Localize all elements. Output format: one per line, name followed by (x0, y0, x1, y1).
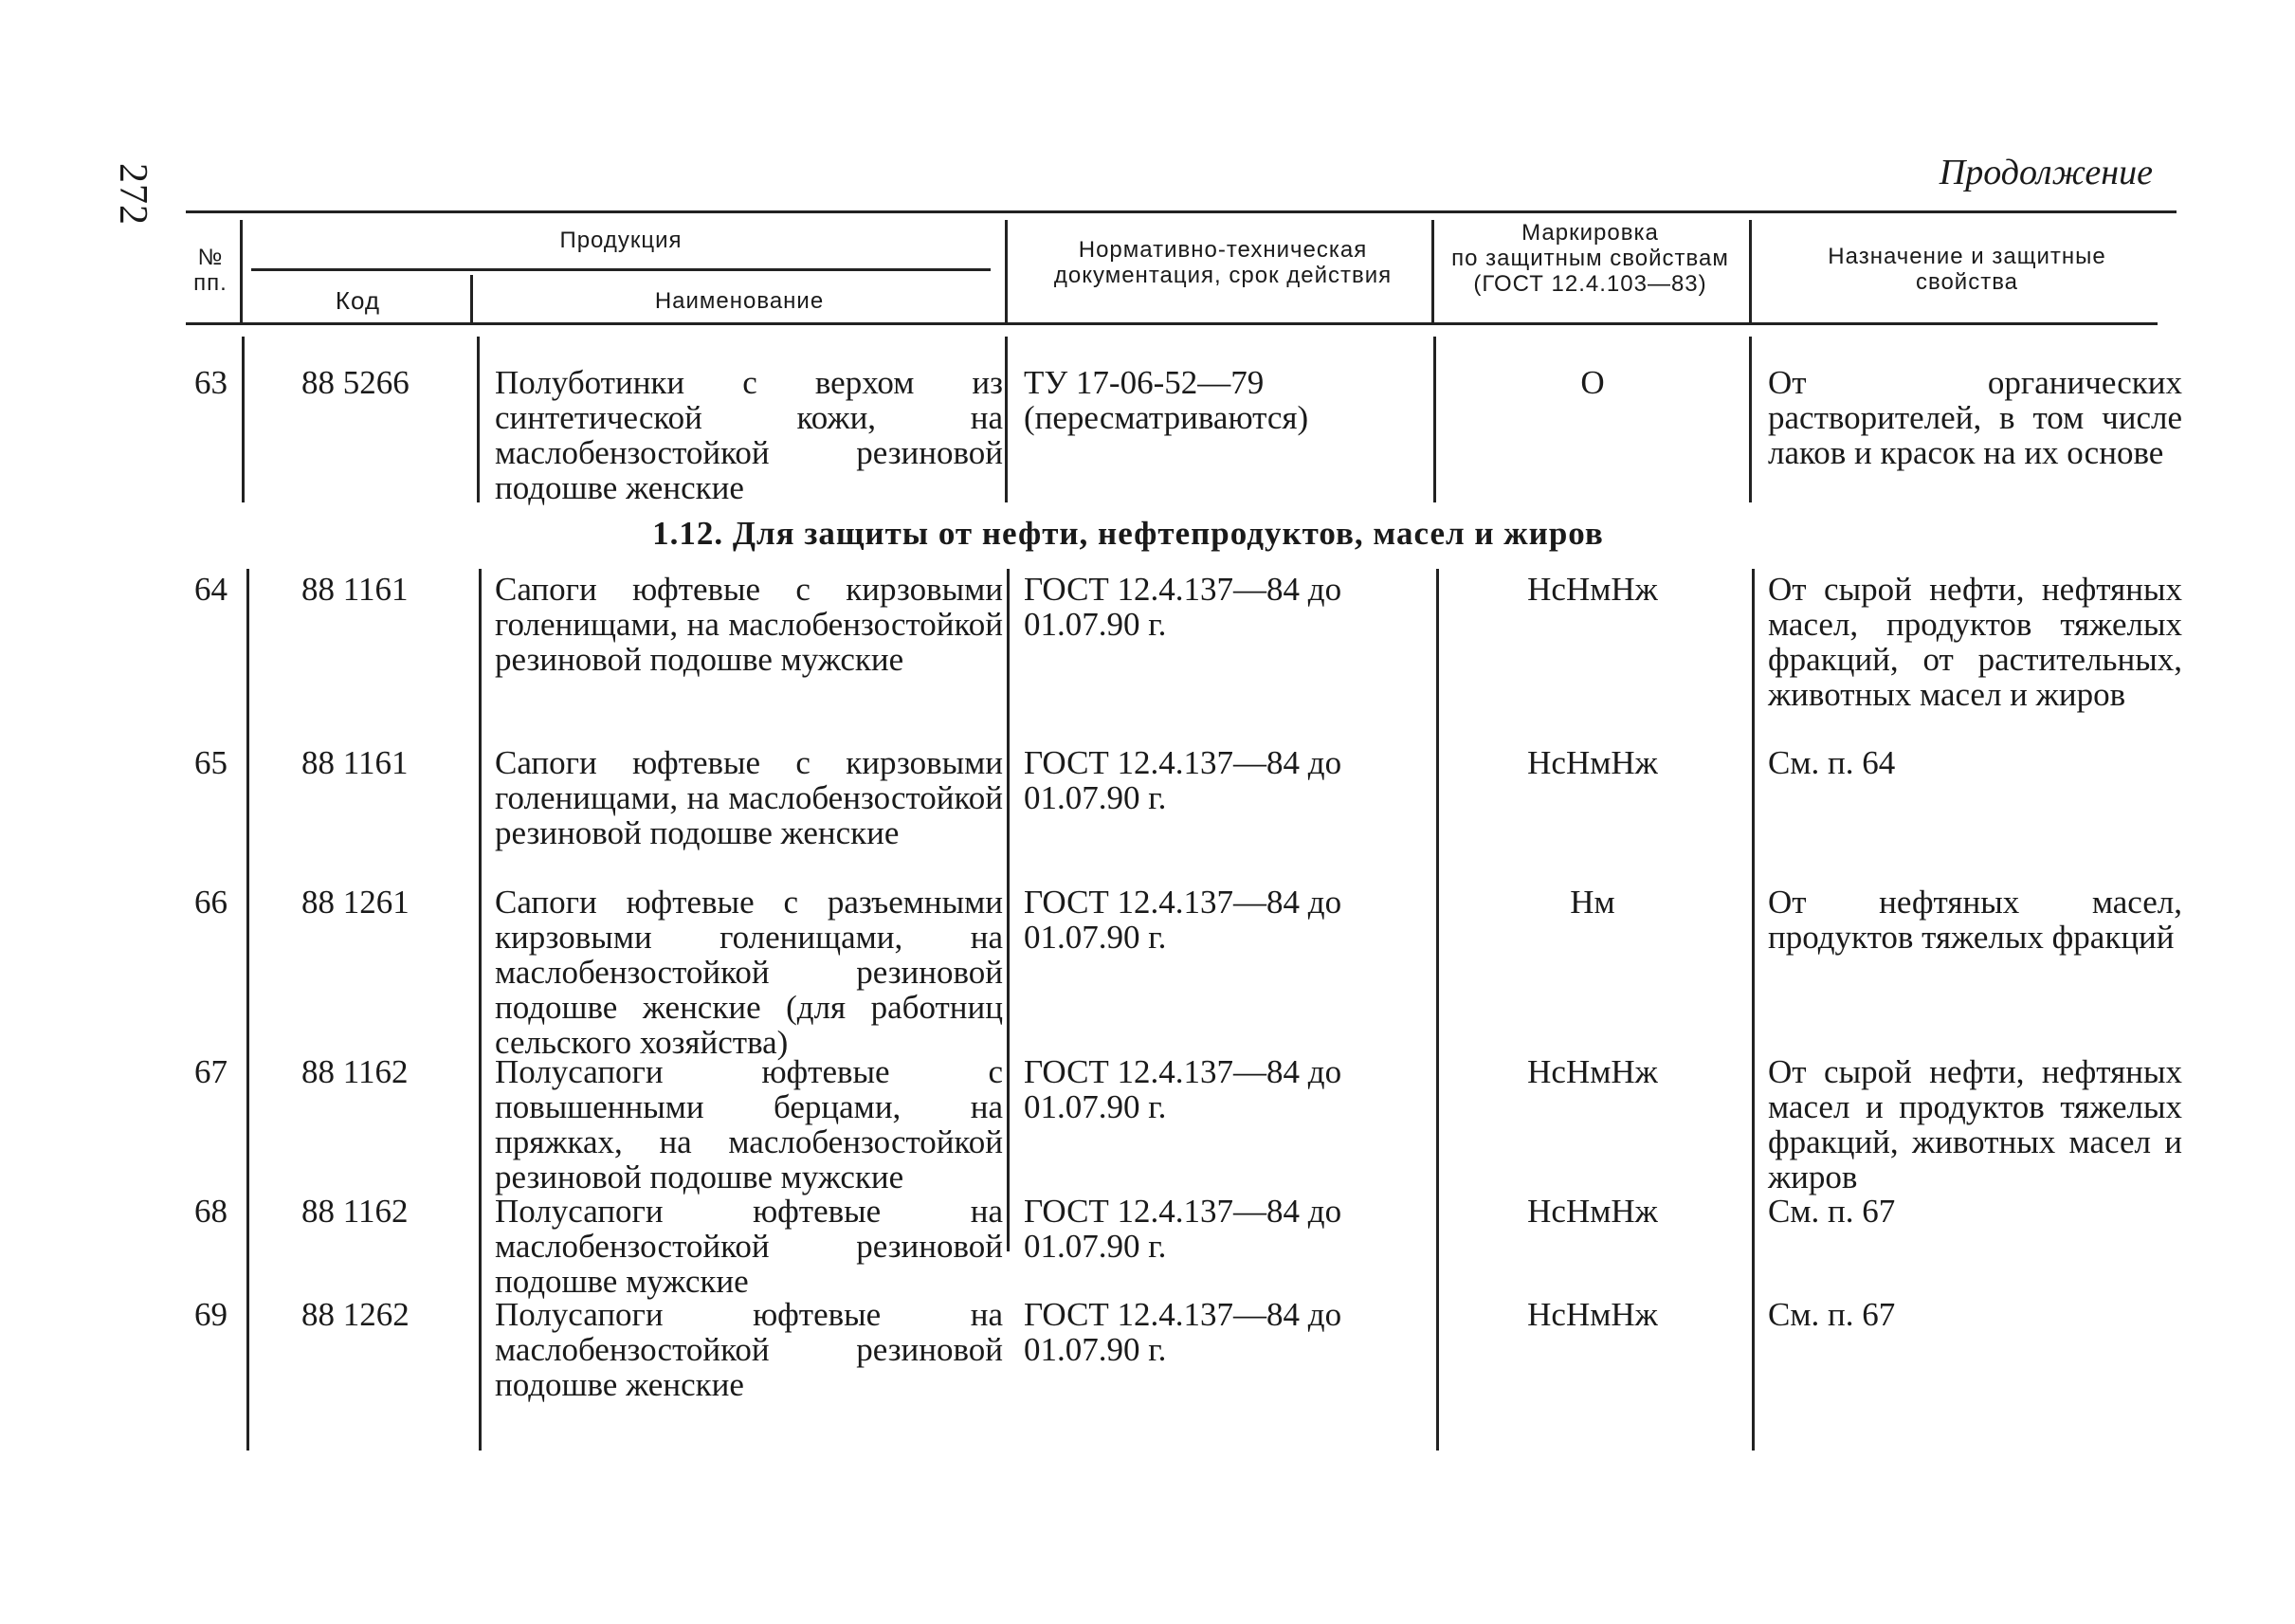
row-doc: ГОСТ 12.4.137—84 до 01.07.90 г. (1024, 884, 1342, 956)
row-number: 63 (194, 364, 228, 401)
body-line-code-upper (477, 337, 480, 502)
row-code: 88 1161 (301, 571, 409, 608)
row-purpose: См. п. 67 (1768, 1296, 1896, 1333)
row-code: 88 1262 (301, 1296, 410, 1333)
row-name: Сапоги юфтевые с кирзовыми голенищами, на маслобензостойкой резиновой подошве мужские (495, 571, 1003, 678)
row-mark: НсНмНж (1527, 571, 1658, 608)
row-mark: НсНмНж (1527, 1053, 1658, 1090)
row-number: 65 (194, 744, 228, 781)
row-code: 88 1261 (301, 884, 410, 921)
row-purpose: См. п. 64 (1768, 744, 1896, 781)
header-marking-rest: по защитным свойствам (ГОСТ 12.4.103—83) (1451, 246, 1729, 297)
header-marking-title: Маркировка (1521, 220, 1659, 246)
section-title: 1.12. Для защиты от нефти, нефтепродуктов, масел и жиров (652, 515, 1604, 552)
header-purpose (1763, 244, 2171, 295)
header-divider-doc (1431, 220, 1434, 322)
row-purpose: От сырой нефти, нефтяных масел и продуктов тяжелых фракций, животных масел и жиров (1768, 1053, 2182, 1195)
row-code: 88 1161 (301, 744, 409, 781)
row-number: 67 (194, 1053, 228, 1090)
row-mark: НсНмНж (1527, 1193, 1658, 1230)
page-number: 272 (111, 163, 155, 226)
row-doc: ТУ 17-06-52—79 (пересматриваются) (1024, 364, 1309, 436)
product-group-rule (251, 268, 991, 271)
header-purpose-line1: Назначение и защитные (1828, 244, 2106, 269)
body-line-no-upper (242, 337, 245, 502)
row-mark: О (1580, 364, 1605, 401)
row-doc: ГОСТ 12.4.137—84 до 01.07.90 г. (1024, 1053, 1342, 1125)
row-purpose: От органических растворителей, в том числе лаков и красок на их основе (1768, 364, 2182, 471)
row-doc: ГОСТ 12.4.137—84 до 01.07.90 г. (1024, 1296, 1342, 1368)
row-name: Сапоги юфтевые с разъемными кирзовыми голенищами, на маслобензостойкой резиновой подошве женские (для работниц сельского хозяйства) (495, 884, 1003, 1061)
row-name: Сапоги юфтевые с кирзовыми голенищами, на маслобензостойкой резиновой подошве женские (495, 744, 1003, 851)
header-doc: Нормативно-техническая документация, срок действия (1053, 237, 1393, 288)
header-bottom-rule (186, 322, 2158, 325)
header-product-group: Продукция (559, 228, 683, 253)
body-line-name-lower (1007, 569, 1010, 1251)
row-number: 69 (194, 1296, 228, 1333)
header-code: Код (335, 286, 381, 315)
row-number: 68 (194, 1193, 228, 1230)
body-line-doc-upper (1433, 337, 1436, 502)
row-name: Полусапоги юфтевые на маслобензостойкой резиновой подошве женские (495, 1296, 1003, 1403)
header-divider-mark (1749, 220, 1752, 322)
continuation-label: Продолжение (1939, 153, 2153, 192)
header-purpose-line2: свойства (1915, 269, 2019, 295)
row-code: 88 5266 (301, 364, 410, 401)
row-mark: НсНмНж (1527, 1296, 1658, 1333)
row-code: 88 1162 (301, 1193, 409, 1230)
row-mark: Нм (1570, 884, 1615, 921)
row-number: 64 (194, 571, 228, 608)
header-marking (1436, 220, 1744, 297)
body-line-mark-upper (1749, 337, 1752, 502)
header-name: Наименование (654, 288, 825, 314)
row-name: Полуботинки с верхом из синтетической кожи, на маслобензостойкой резиновой подошве женские (495, 364, 1003, 506)
header-divider-code (470, 275, 473, 322)
row-number: 66 (194, 884, 228, 921)
row-mark: НсНмНж (1527, 744, 1658, 781)
row-purpose: См. п. 67 (1768, 1193, 1896, 1230)
row-purpose: От сырой нефти, нефтяных масел, продуктов тяжелых фракций, от растительных, животных масел и жиров (1768, 571, 2182, 713)
header-divider-no (240, 220, 243, 322)
row-name: Полусапоги юфтевые на маслобензостойкой резиновой подошве мужские (495, 1193, 1003, 1300)
row-doc: ГОСТ 12.4.137—84 до 01.07.90 г. (1024, 744, 1342, 816)
row-purpose: От нефтяных масел, продуктов тяжелых фракций (1768, 884, 2182, 956)
header-divider-name (1005, 220, 1008, 322)
row-name: Полусапоги юфтевые с повышенными берцами, на пряжках, на маслобензостойкой резиновой подошве мужские (495, 1053, 1003, 1195)
row-doc: ГОСТ 12.4.137—84 до 01.07.90 г. (1024, 1193, 1342, 1265)
row-code: 88 1162 (301, 1053, 409, 1090)
row-doc: ГОСТ 12.4.137—84 до 01.07.90 г. (1024, 571, 1342, 643)
body-line-name-upper (1005, 337, 1008, 502)
header-no: № пп. (193, 245, 228, 296)
body-line-no-lower (246, 569, 249, 1451)
header-top-rule (186, 210, 2177, 213)
